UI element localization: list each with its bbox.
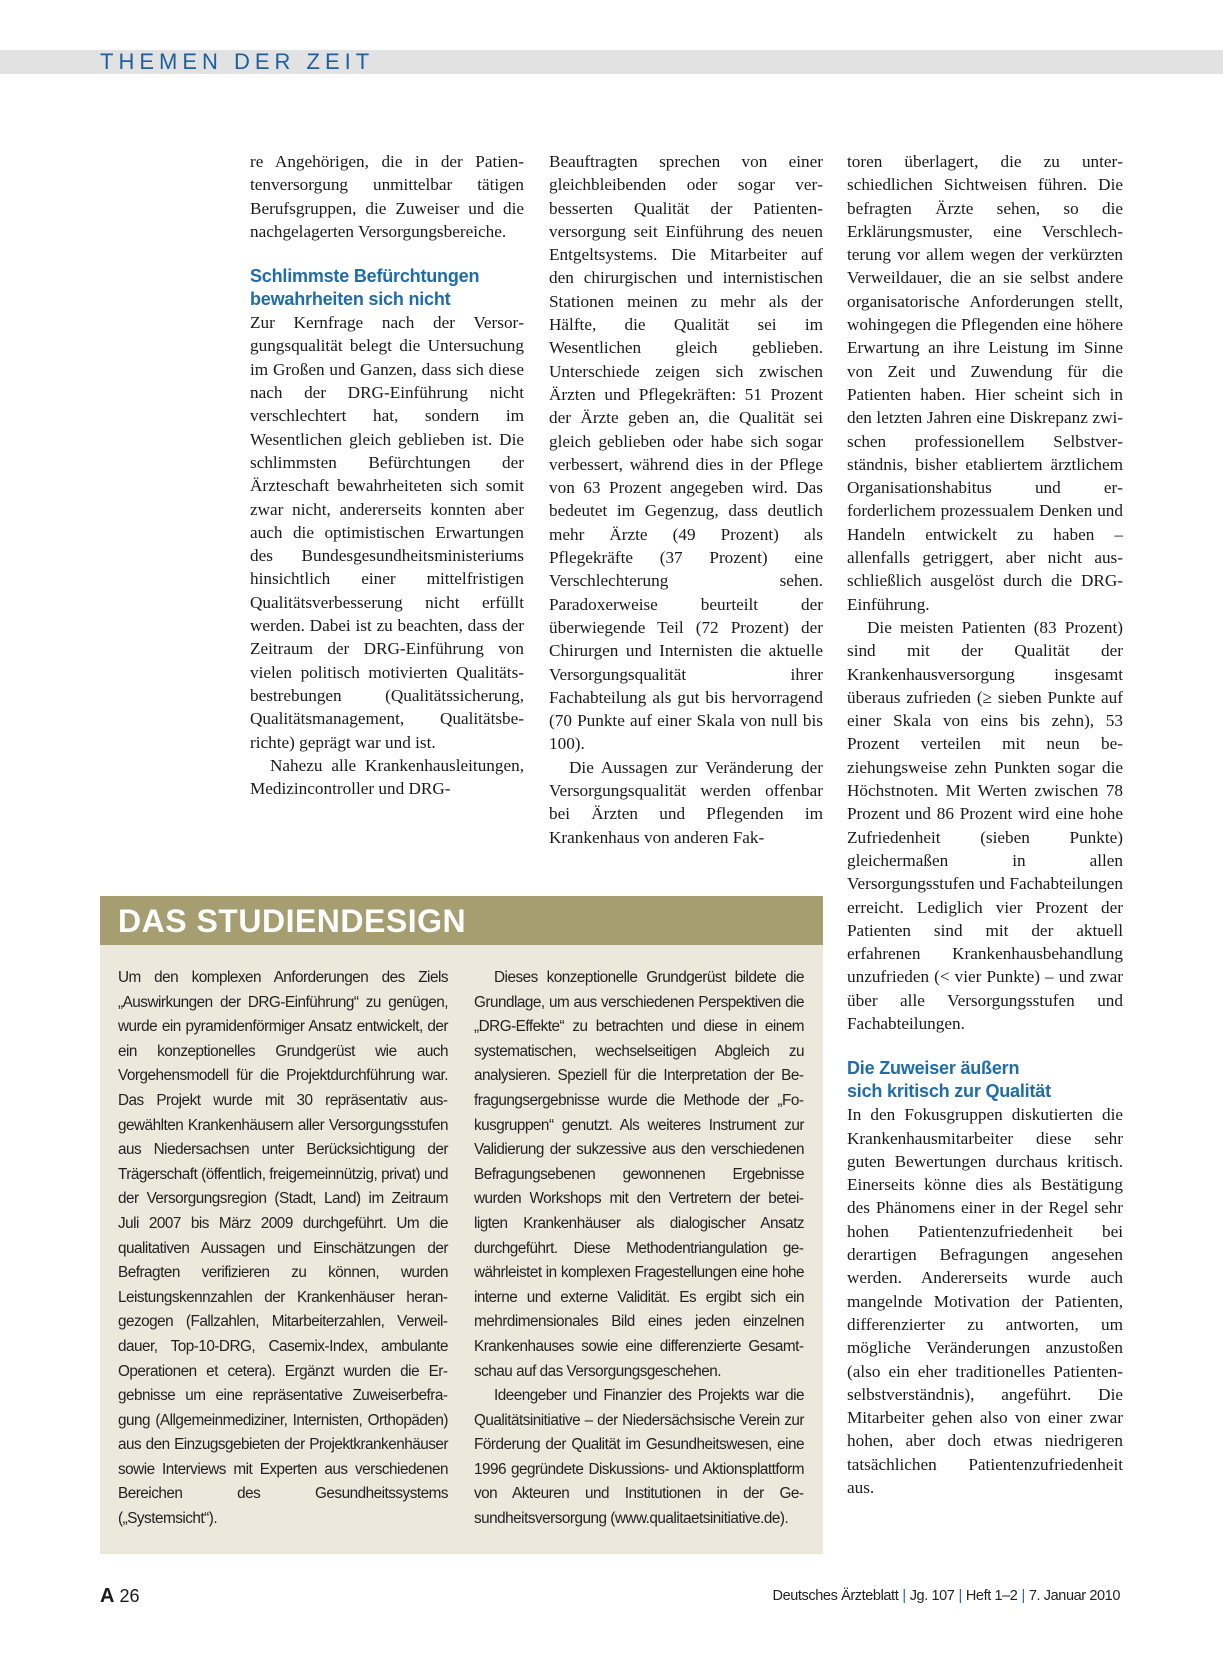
paragraph: Die Aussagen zur Veränderung der Versorgungsqualität werden offenbar bei Ärzten und Pflegenden im Krankenhaus von anderen Fak-	[549, 757, 823, 847]
journal-volume: Jg. 107	[909, 1588, 955, 1604]
journal-footer	[773, 1588, 1120, 1604]
section-title: THEMEN DER ZEIT	[100, 49, 375, 74]
paragraph: Nahezu alle Krankenhausleitungen, Medizincontroller und DRG-	[250, 755, 524, 799]
subheading	[847, 1057, 1123, 1103]
paragraph: Dieses konzeptionelle Grundgerüst bildete die Grundlage, um aus verschiedenen Perspektiven die „DRG-Effekte“ zu betrachten und diese in einem systematischen, wechselseitigen Abgleich zu analysieren. Speziell für die Interpretation der Befragungsergebnisse wurde die Methode der „Fokusgruppen“ genutzt. Als weiteres Instrument zur Validierung der sukzessive aus den verschiedenen Befragungsebenen gewonnenen Ergebnisse wurden Workshops mit den Vertretern der beteiligten Krankenhäuser als dialogischer Ansatz durchgeführt. Diese Methodentriangulation gewährleistet in komplexen Fragestellungen eine hohe interne und externe Validität. Es ergibt sich ein mehrdimensionales Bild eines jeden einzelnen Krankenhauses sowie eine differenzierte Gesamtschau auf das Versorgungsgeschehen.	[474, 969, 804, 1380]
subheading-line-1: Schlimmste Befürchtungen	[250, 266, 480, 287]
subheading	[250, 265, 524, 311]
page-number	[100, 1585, 140, 1608]
separator: |	[958, 1588, 962, 1604]
subheading-line-1: Die Zuweiser äußern	[847, 1058, 1020, 1079]
paragraph: Beauftragten sprechen von einer gleichbleibenden oder sogar verbesserten Qualität der Patientenversorgung seit Einführung des neuen Entgeltsystems. Die Mitarbeiter auf den chirurgischen und internistischen Stationen meinen zu mehr als der Hälfte, die Qualität sei im Wesentlichen gleich geblieben. Unterschiede zeigen sich zwischen Ärzten und Pflegekräften: 51 Prozent der Ärzte geben an, die Qualität sei gleich geblieben oder habe sich sogar verbessert, während dies in der Pflege von 63 Prozent angegeben wird. Das bedeutet im Gegenzug, dass deutlich mehr Ärzte (49 Prozent) als Pflegekräfte (37 Prozent) eine Verschlechterung sehen. Paradoxerweise beurteilt der überwiegende Teil (72 Prozent) der Chirurgen und Internisten die aktuelle Versorgungsqualität ihrer Fachabteilung als gut bis hervorragend (70 Punkte auf einer Skala von null bis 100).	[549, 152, 823, 754]
paragraph: Um den komplexen Anforderungen des Ziels „Auswirkungen der DRG-Einführung“ zu genügen, wurde ein pyramidenförmiger Ansatz entwickelt, der ein konzeptionelles Grundgerüst wie auch Vorgehensmodell für die Projektdurchführung war. Das Projekt wurde mit 30 repräsentativ ausgewählten Krankenhäusern aller Versorgungsstufen aus Niedersachsen unter Berücksichtigung der Trägerschaft (öffentlich, freigemeinnützig, privat) und der Versorgungsregion (Stadt, Land) im Zeitraum Juli 2007 bis März 2009 durchgeführt. Um die qualitativen Aussagen und Einschätzungen der Befragten verifizieren zu können, wurden Leistungskennzahlen der Krankenhäuser herangezogen (Fallzahlen, Mitarbeiterzahlen, Verweildauer, Top-10-DRG, Casemix-Index, ambulante Operationen et cetera). Ergänzt wurden die Ergebnisse um eine repräsentative Zuweiserbefragung (Allgemeinmediziner, Internisten, Orthopäden) aus den Einzugsgebieten der Projektkrankenhäuser sowie Interviews mit Experten aus verschiedenen Bereichen des Gesundheitssystems („Systemsicht“).	[118, 969, 448, 1528]
box-column-1	[118, 966, 448, 1532]
article-column-2	[549, 150, 823, 849]
paragraph: re Angehörigen, die in der Patientenversorgung unmittelbar tätigen Berufsgruppen, die Zuweiser und die nachgelagerten Versorgungsbereiche.	[250, 152, 524, 241]
journal-name: Deutsches Ärzteblatt	[772, 1588, 899, 1604]
page-number-value: 26	[119, 1586, 140, 1606]
study-design-title: DAS STUDIENDESIGN	[118, 903, 467, 939]
journal-date: 7. Januar 2010	[1028, 1588, 1120, 1604]
paragraph: Zur Kernfrage nach der Versorgungsqualität belegt die Untersuchung im Großen und Ganzen, dass sich diese nach der DRG-Einführung nicht verschlechtert hat, sondern im Wesentlichen gleich geblieben ist. Die schlimmsten Befürchtungen der Ärzteschaft bewahrheiteten sich somit zwar nicht, andererseits konnten aber auch die optimistischen Erwartungen des Bundesgesundheitsministeriums hinsichtlich einer mittelfristigen Qualitätsverbesserung nicht erfüllt werden. Dabei ist zu beachten, dass der Zeitraum der DRG-Einführung von vielen politisch motivierten Qualitätsbestrebungen (Qualitätssicherung, Qualitätsmanagement, Qualitätsberichte) geprägt war und ist.	[250, 313, 524, 752]
paragraph: In den Fokusgruppen diskutierten die Krankenhausmitarbeiter diese sehr guten Bewertungen durchaus kritisch. Einerseits könne dies als Bestätigung des Phänomens einer in der Regel sehr hohen Patientenzufriedenheit bei derartigen Befragungen angesehen werden. Andererseits wurde auch mangelnde Motivation der Patienten, differenzierter zu antworten, um mögliche Veränderungen anzustoßen (also ein eher traditionelles Patientenselbstverständnis), angeführt. Die Mitarbeiter gehen also von einer zwar hohen, aber doch etwas niedrigeren tatsächlichen Patientenzufriedenheit aus.	[847, 1105, 1123, 1498]
paragraph: Die meisten Patienten (83 Prozent) sind mit der Qualität der Krankenhausversorgung insgesamt überaus zufrieden (≥ sieben Punkte auf einer Skala von eins bis zehn), 53 Prozent verteilen mit neun beziehungsweise zehn Punkten sogar die Höchstnoten. Mit Werten zwischen 78 Prozent und 86 Prozent wird eine hohe Zufriedenheit (sieben Punkte) gleichermaßen in allen Versorgungsstufen und Fachabteilungen erreicht. Lediglich vier Prozent der Patienten sind mit der aktuell erfahrenen Krankenhausbehandlung unzufrieden (< vier Punkte) – und zwar über alle Versorgungsstufen und Fachabteilungen.	[847, 617, 1123, 1033]
article-column-1	[250, 150, 524, 800]
separator: |	[1021, 1588, 1025, 1604]
box-column-2	[474, 966, 804, 1532]
subheading-line-2: bewahrheiten sich nicht	[250, 289, 451, 310]
page-prefix: A	[100, 1585, 115, 1607]
paragraph: Ideengeber und Finanzier des Projekts war die Qualitätsinitiative – der Niedersächsische Verein zur Förderung der Qualität im Gesundheitswesen, eine 1996 gegründete Diskussions- und Aktionsplattform von Akteuren und Institutionen in der Gesundheitsversorgung (www.qualitaetsinitiative.de).	[474, 1387, 804, 1528]
subheading-line-2: sich kritisch zur Qualität	[847, 1081, 1051, 1102]
article-column-3	[847, 150, 1123, 1499]
journal-issue: Heft 1–2	[965, 1588, 1018, 1604]
separator: |	[902, 1588, 906, 1604]
paragraph: toren überlagert, die zu unterschiedlichen Sichtweisen führen. Die befragten Ärzte sehen, so die Erklärungsmuster, eine Verschlechterung vor allem wegen der verkürzten Verweildauer, die an sie selbst andere organisatorische Anforderungen stellt, wohingegen die Pflegenden eine höhere Erwartung an ihre Leistung im Sinne von Zeit und Zuwendung für die Patienten haben. Hier scheint sich in den letzten Jahren eine Diskrepanz zwischen professionellem Selbstverständnis, bisher etabliertem ärztlichem Organisationshabitus und erforderlichem prozessualem Denken und Handeln entwickelt zu haben – allenfalls getriggert, aber nicht ausschließlich ausgelöst durch die DRG-Einführung.	[847, 152, 1123, 614]
